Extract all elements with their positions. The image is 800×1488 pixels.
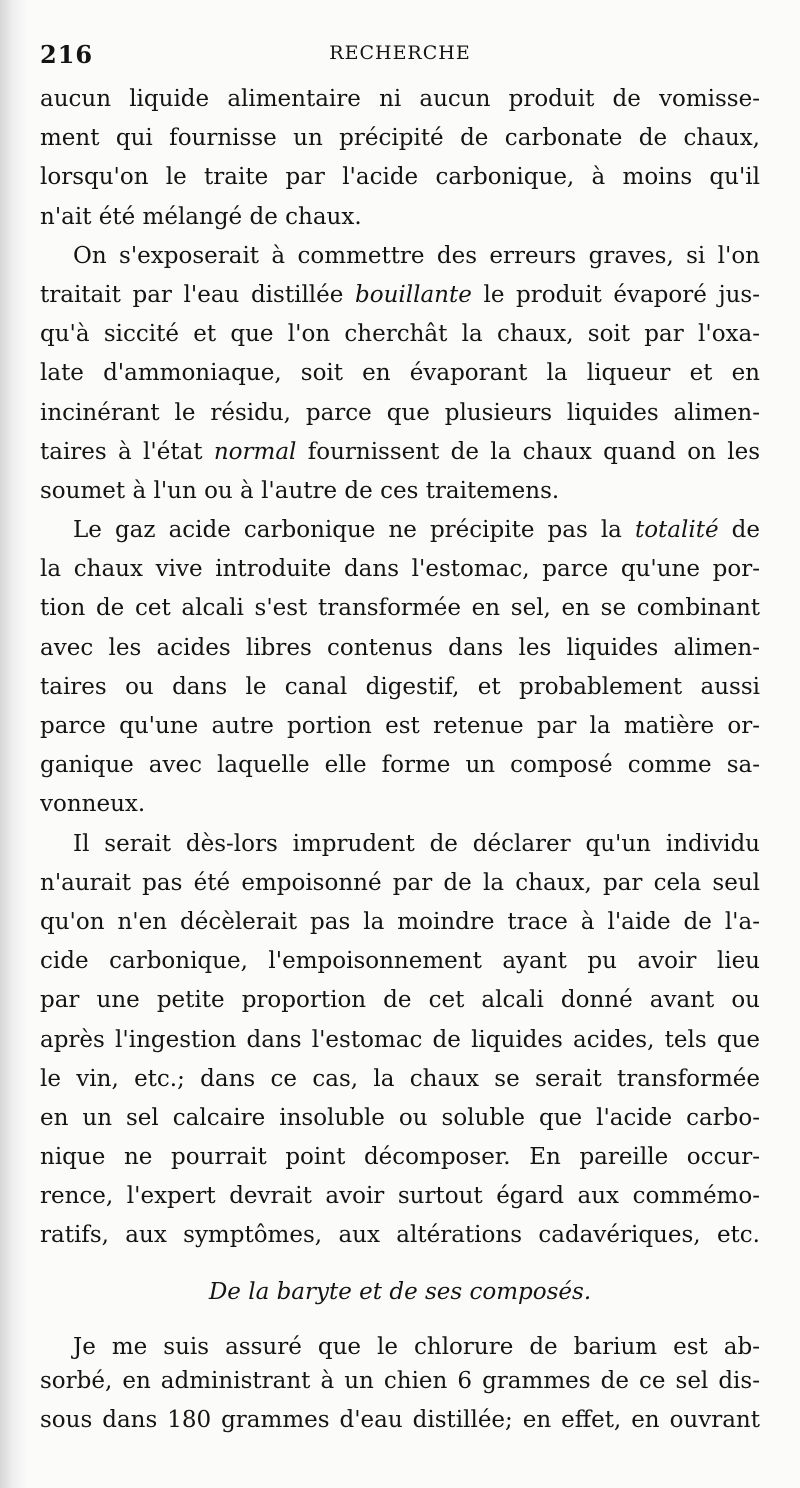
text-line: vonneux. xyxy=(40,791,146,818)
italic-word: normal xyxy=(213,438,297,465)
text-line: sorbé, en administrant à un chien 6 grammes de ce sel dis- xyxy=(40,1367,760,1394)
text-line: aucun liquide alimentaire ni aucun produit de vomisse- xyxy=(40,86,760,112)
text-line: avec les acides libres contenus dans les liquides alimen- xyxy=(40,634,760,661)
text-line: parce qu'une autre portion est retenue par la matière or- xyxy=(40,713,760,739)
text-line: qu'à siccité et que l'on cherchât la chaux, soit par l'oxa- xyxy=(40,321,760,348)
text-line: par une petite proportion de cet alcali donné avant ou xyxy=(40,987,760,1014)
text-line: la chaux vive introduite dans l'estomac, parce qu'une por- xyxy=(40,556,760,583)
text-line: taires ou dans le canal digestif, et probablement aussi xyxy=(40,673,760,700)
text-line: n'ait été mélangé de chaux. xyxy=(40,203,362,230)
text-line: traitait par l'eau distillée bouillante le produit évaporé jus- xyxy=(40,281,760,308)
text-line: ment qui fournisse un précipité de carbonate de chaux, xyxy=(40,125,760,152)
text-line: ratifs, aux symptômes, aux altérations cadavériques, etc. xyxy=(40,1222,760,1249)
text-line: ganique avec laquelle elle forme un composé comme sa- xyxy=(40,752,760,779)
text-line: après l'ingestion dans l'estomac de liquides acides, tels que xyxy=(40,1026,760,1053)
text-line: en un sel calcaire insoluble ou soluble que l'acide carbo- xyxy=(40,1104,760,1131)
page-number: 216 xyxy=(40,40,94,69)
text-line: lorsqu'on le traite par l'acide carbonique, à moins qu'il xyxy=(40,164,760,191)
text-block xyxy=(40,80,760,1440)
text-line: taires à l'état normal fournissent de la chaux quand on les xyxy=(40,438,760,465)
text-line: late d'ammoniaque, soit en évaporant la liqueur et en xyxy=(40,360,760,387)
text-line: qu'on n'en décèlerait pas la moindre trace à l'aide de l'a- xyxy=(40,908,760,935)
text-line: incinérant le résidu, parce que plusieurs liquides alimen- xyxy=(40,399,760,426)
text-line: cide carbonique, l'empoisonnement ayant pu avoir lieu xyxy=(40,948,760,975)
text-line: Je me suis assuré que le chlorure de barium est ab- xyxy=(73,1333,760,1360)
text-line: On s'exposerait à commettre des erreurs graves, si l'on xyxy=(73,242,760,269)
italic-word: totalité xyxy=(634,517,719,544)
section-heading: De la baryte et de ses composés. xyxy=(208,1278,592,1305)
text-line: soumet à l'un ou à l'autre de ces traitemens. xyxy=(40,477,560,504)
text-line: n'aurait pas été empoisonné par de la chaux, par cela seul xyxy=(40,869,760,896)
page-gutter-shadow xyxy=(0,0,28,1488)
text-line: nique ne pourrait point décomposer. En pareille occur- xyxy=(40,1144,760,1171)
text-line: rence, l'expert devrait avoir surtout égard aux commémo- xyxy=(40,1183,760,1210)
text-line: tion de cet alcali s'est transformée en sel, en se combinant xyxy=(40,595,760,622)
text-line: Il serait dès-lors imprudent de déclarer qu'un individu xyxy=(73,830,760,857)
running-title: RECHERCHE xyxy=(329,42,471,64)
text-line: le vin, etc.; dans ce cas, la chaux se serait transformée xyxy=(40,1065,760,1092)
italic-word: bouillante xyxy=(355,281,472,308)
text-line: Le gaz acide carbonique ne précipite pas la totalité de xyxy=(73,517,760,544)
running-head xyxy=(40,40,760,74)
text-line: sous dans 180 grammes d'eau distillée; en effet, en ouvrant xyxy=(40,1406,760,1433)
